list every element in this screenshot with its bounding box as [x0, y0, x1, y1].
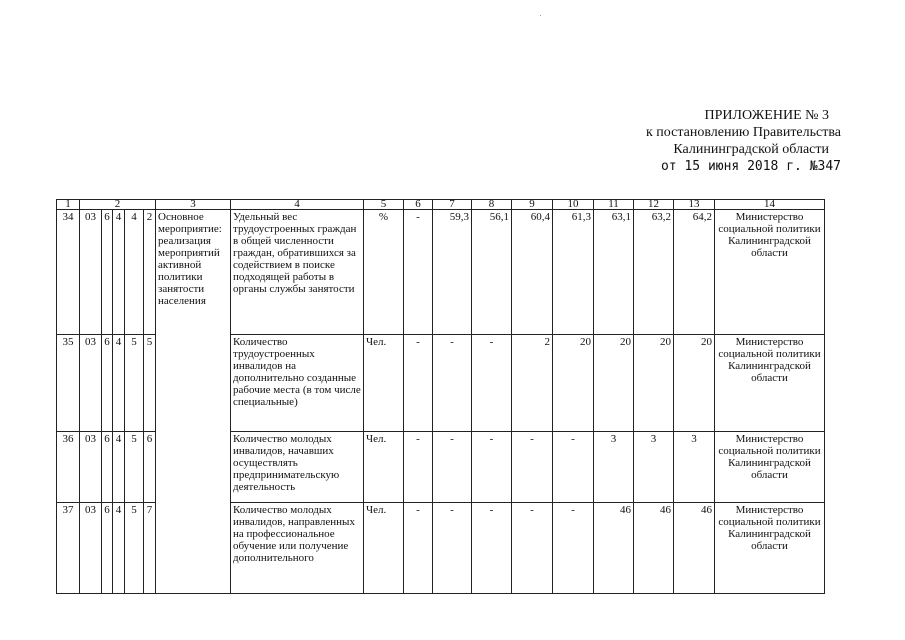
- code-part: 2: [144, 210, 156, 335]
- code-part: 4: [113, 210, 125, 335]
- responsible-body: Министерство социальной политики Калининградской области: [715, 432, 825, 503]
- code-part: 5: [125, 503, 144, 594]
- code-part: 4: [113, 432, 125, 503]
- unit: %: [364, 210, 404, 335]
- indicator-name: Удельный вес трудоустроенных граждан в общей численности граждан, обратившихся за содействием в поиске подходящей работы в органы службы занятости: [231, 210, 364, 335]
- appendix-title: ПРИЛОЖЕНИЕ № 3: [704, 108, 829, 123]
- value-cell: 61,3: [553, 210, 594, 335]
- value-cell: 64,2: [674, 210, 715, 335]
- value-cell: 63,1: [594, 210, 634, 335]
- col-header-8: 8: [472, 200, 512, 210]
- col-header-6: 6: [404, 200, 433, 210]
- value-cell: 20: [634, 335, 674, 432]
- row-number: 35: [57, 335, 80, 432]
- code-part: 4: [125, 210, 144, 335]
- col-header-4: 4: [231, 200, 364, 210]
- value-cell: -: [472, 503, 512, 594]
- code-part: 4: [113, 335, 125, 432]
- code-part: 03: [80, 503, 102, 594]
- responsible-body: Министерство социальной политики Калининградской области: [715, 210, 825, 335]
- value-cell: -: [433, 503, 472, 594]
- col-header-1: 1: [57, 200, 80, 210]
- value-cell: -: [404, 432, 433, 503]
- appendix-region: Калининградской области: [673, 142, 829, 157]
- col-header-3: 3: [156, 200, 231, 210]
- col-header-9: 9: [512, 200, 553, 210]
- unit: Чел.: [364, 335, 404, 432]
- appendix-decree: к постановлению Правительства: [645, 125, 841, 140]
- value-cell: -: [553, 432, 594, 503]
- code-part: 6: [102, 210, 113, 335]
- value-cell: 20: [674, 335, 715, 432]
- code-part: 6: [102, 432, 113, 503]
- col-header-13: 13: [674, 200, 715, 210]
- main-activity: Основное мероприятие: реализация мероприятий активной политики занятости населения: [156, 210, 231, 594]
- value-cell: 56,1: [472, 210, 512, 335]
- code-part: 6: [102, 335, 113, 432]
- value-cell: 3: [674, 432, 715, 503]
- row-number: 36: [57, 432, 80, 503]
- value-cell: -: [472, 335, 512, 432]
- indicator-name: Количество молодых инвалидов, начавших осуществлять предпринимательскую деятельность: [231, 432, 364, 503]
- value-cell: 20: [553, 335, 594, 432]
- value-cell: 46: [634, 503, 674, 594]
- row-number: 37: [57, 503, 80, 594]
- unit: Чел.: [364, 503, 404, 594]
- code-part: 5: [144, 335, 156, 432]
- value-cell: 60,4: [512, 210, 553, 335]
- value-cell: 20: [594, 335, 634, 432]
- value-cell: -: [512, 503, 553, 594]
- code-part: 5: [125, 335, 144, 432]
- code-part: 5: [125, 432, 144, 503]
- value-cell: 2: [512, 335, 553, 432]
- value-cell: -: [404, 503, 433, 594]
- col-header-5: 5: [364, 200, 404, 210]
- code-part: 03: [80, 432, 102, 503]
- row-number: 34: [57, 210, 80, 335]
- responsible-body: Министерство социальной политики Калининградской области: [715, 503, 825, 594]
- unit: Чел.: [364, 432, 404, 503]
- scan-speck: [540, 15, 541, 16]
- value-cell: -: [472, 432, 512, 503]
- header-row: [57, 200, 825, 210]
- value-cell: 59,3: [433, 210, 472, 335]
- col-header-12: 12: [634, 200, 674, 210]
- col-header-7: 7: [433, 200, 472, 210]
- value-cell: 46: [674, 503, 715, 594]
- indicator-name: Количество трудоустроенных инвалидов на дополнительно созданные рабочие места (в том числе специальные): [231, 335, 364, 432]
- code-part: 6: [144, 432, 156, 503]
- appendix-date-number: от 15 июня 2018 г. №347: [660, 159, 841, 174]
- appendix-heading: [646, 107, 841, 175]
- table-row: [57, 210, 825, 335]
- code-part: 7: [144, 503, 156, 594]
- value-cell: -: [433, 335, 472, 432]
- code-part: 03: [80, 210, 102, 335]
- value-cell: -: [404, 210, 433, 335]
- indicators-table: [56, 199, 825, 594]
- code-part: 03: [80, 335, 102, 432]
- col-header-2: 2: [80, 200, 156, 210]
- col-header-11: 11: [594, 200, 634, 210]
- value-cell: 46: [594, 503, 634, 594]
- value-cell: -: [433, 432, 472, 503]
- col-header-14: 14: [715, 200, 825, 210]
- value-cell: -: [553, 503, 594, 594]
- col-header-10: 10: [553, 200, 594, 210]
- value-cell: -: [404, 335, 433, 432]
- code-part: 6: [102, 503, 113, 594]
- value-cell: -: [512, 432, 553, 503]
- value-cell: 63,2: [634, 210, 674, 335]
- value-cell: 3: [634, 432, 674, 503]
- value-cell: 3: [594, 432, 634, 503]
- responsible-body: Министерство социальной политики Калининградской области: [715, 335, 825, 432]
- indicator-name: Количество молодых инвалидов, направленных на профессиональное обучение или получение дополнительного: [231, 503, 364, 594]
- code-part: 4: [113, 503, 125, 594]
